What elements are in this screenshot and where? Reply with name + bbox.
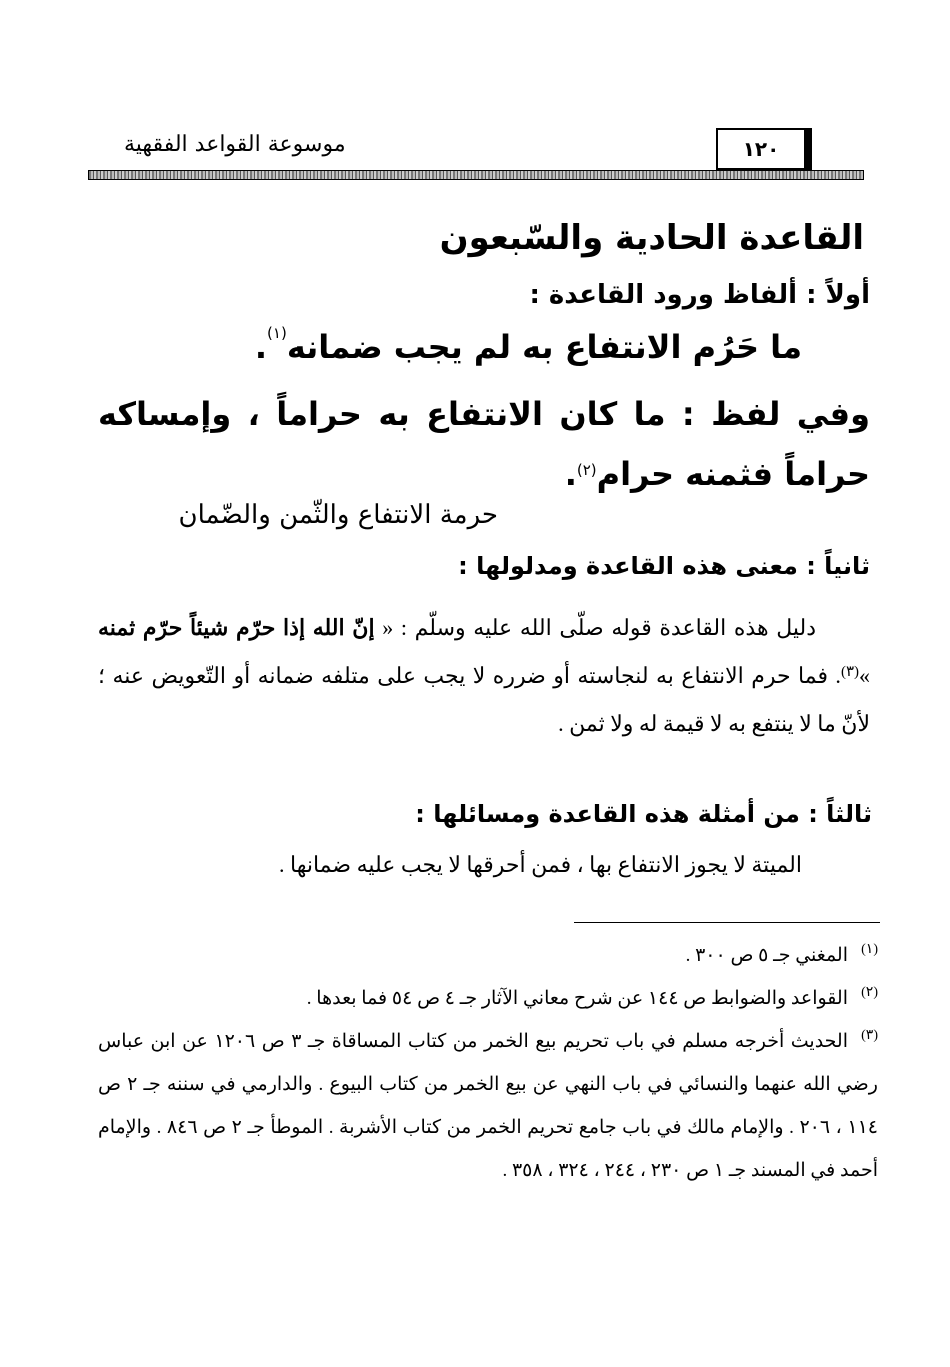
footnote-2-number: (٢) xyxy=(861,985,878,1000)
hadith-text: إنّ الله إذا حرّم شيئاً حرّم ثمنه xyxy=(98,615,375,640)
footnote-2 xyxy=(98,977,878,1020)
footnote-separator xyxy=(574,922,880,923)
footnotes xyxy=(98,934,878,1192)
third-heading: ثالثاً : من أمثلة هذه القاعدة ومسائلها : xyxy=(415,800,872,828)
rule-wording-1-end: . xyxy=(254,328,268,366)
rule-wording-2 xyxy=(98,384,870,504)
book-title: موسوعة القواعد الفقهية xyxy=(124,132,346,157)
second-heading: ثانياً : معنى هذه القاعدة ومدلولها : xyxy=(458,552,870,580)
footnote-3 xyxy=(98,1020,878,1192)
page-header xyxy=(88,118,866,182)
header-rule xyxy=(88,170,864,180)
example-paragraph: الميتة لا يجوز الانتفاع بها ، فمن أحرقها لا يجب عليه ضمانها . xyxy=(279,852,802,877)
meaning-text-2: » xyxy=(859,663,870,688)
page-number: ١٢٠ xyxy=(716,128,812,170)
footnote-ref-2: (٢) xyxy=(576,461,597,479)
rule-wording-2-end: . xyxy=(564,455,577,493)
footnote-1-number: (١) xyxy=(861,942,878,957)
meaning-paragraph xyxy=(98,604,870,748)
rule-title: القاعدة الحادية والسّبعون xyxy=(439,218,864,258)
footnote-3-number: (٣) xyxy=(861,1028,878,1043)
footnote-ref-1: (١) xyxy=(267,324,287,342)
rule-wording-2-text: وفي لفظ : ما كان الانتفاع به حراماً ، وإمساكه حراماً فثمنه حرام xyxy=(98,395,870,493)
rule-wording-1 xyxy=(254,324,802,366)
footnote-1-text: المغني جـ ٥ ص ٣٠٠ . xyxy=(685,945,848,966)
rule-wording-1-text: ما حَرُم الانتفاع به لم يجب ضمانه xyxy=(286,328,802,366)
footnote-2-text: القواعد والضوابط ص ١٤٤ عن شرح معاني الآثار جـ ٤ ص ٥٤ فما بعدها . xyxy=(306,988,848,1009)
footnote-ref-3: (٣) xyxy=(840,664,859,680)
first-heading: أولاً : ألفاظ ورود القاعدة : xyxy=(529,280,870,310)
meaning-text-1: دليل هذه القاعدة قوله صلّى الله عليه وسلّم : « xyxy=(382,615,817,640)
margin-note: حرمة الانتفاع والثّمن والضّمان xyxy=(178,500,498,530)
footnote-3-text: الحديث أخرجه مسلم في باب تحريم بيع الخمر من كتاب المساقاة جـ ٣ ص ١٢٠٦ عن ابن عباس رضي الله عنهما والنسائي في باب النهي عن بيع الخمر من كتاب البيوع . والدارمي في سننه جـ ٢ ص ١١٤ ، ٢٠٦ . والإمام مالك في باب جامع تحريم الخمر من كتاب الأشربة . الموطأ جـ ٢ ص ٨٤٦ . والإمام أحمد في المسند جـ ١ ص ٢٣٠ ، ٢٤٤ ، ٣٢٤ ، ٣٥٨ . xyxy=(98,1031,878,1181)
footnote-1 xyxy=(98,934,878,977)
meaning-text-3: . فما حرم الانتفاع به لنجاسته أو ضرره لا يجب على متلفه ضمانه أو التّعويض عنه ؛ لأنّ ما لا ينتفع به لا قيمة له ولا ثمن . xyxy=(98,663,870,736)
